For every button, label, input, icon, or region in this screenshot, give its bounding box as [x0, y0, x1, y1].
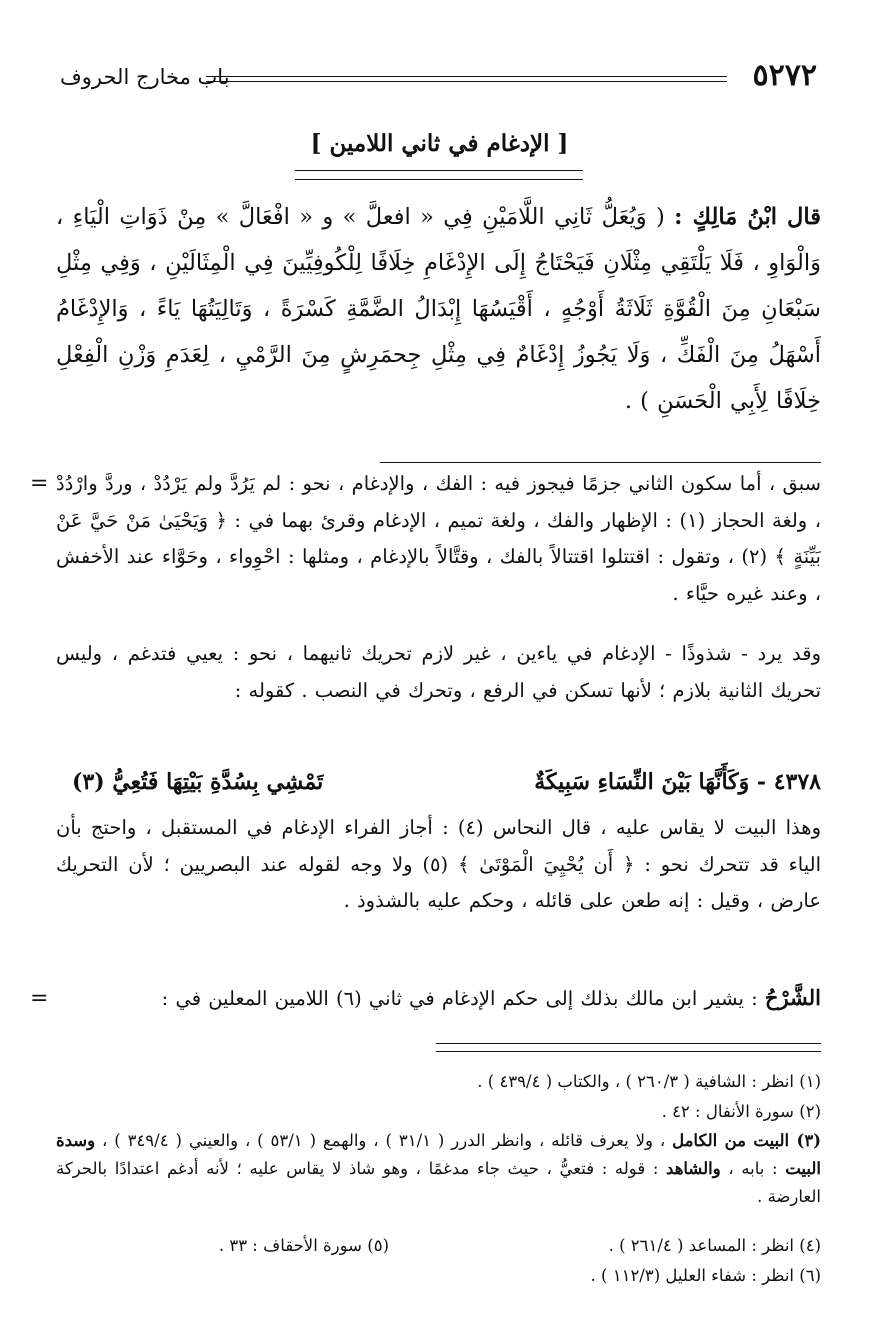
- sharh-label: الشَّرْحُ: [764, 985, 821, 1010]
- text-separator: [380, 462, 821, 463]
- continuation-mark-top: =: [30, 471, 49, 496]
- section-title: [ الإدغام في ثاني اللامين ]: [310, 130, 569, 157]
- footnote-separator: [436, 1043, 821, 1052]
- verse-second-hemistich: تَمْشِي بِسُدَّةِ بَيْتِهَا فَتُعِيُّ (٣): [72, 769, 324, 795]
- commentary-paragraph-1: سبق ، أما سكون الثاني جزمًا فيجوز فيه : الفك ، والإدغام ، نحو : لم يَرُدَّ ولم يَرْدُدْ ، وردَّ وارْدُدْ ، ولغة الحجاز (١) : الإظهار والفك ، ولغة تميم ، الإدغام وقرئ بهما في : ﴿ وَيَحْيَىٰ مَنْ حَيَّ عَنْ بَيِّنَةٍ ﴾ (٢) ، وتقول : اقتتلوا اقتتالاً بالفك ، وقتَّالاً بالإدغام ، ومثلها : احْوِواء ، وحَوَّاء عند الأخفش ، وعند غيره حيَّاء .: [56, 472, 821, 605]
- footnote-5: (٥) سورة الأحقاف : ٣٣ .: [218, 1236, 389, 1255]
- footnote-3-text: ، ولا يعرف قائله ، وانظر الدرر ( ٣١/١ ) ، والهمع ( ٥٣/١ ) ، والعيني ( ٣٤٩/٤ ) ،: [102, 1131, 666, 1150]
- author-citation: قال ابْنُ مَالِكٍ :: [674, 204, 821, 230]
- chapter-title: باب مخارج الحروف: [60, 65, 230, 89]
- footnote-3-text-3: : قوله : فتعيُّ ، حيث جاء مدغمًا ، وهو شاذ لا يقاس عليه ؛ لأنه أدغم اعتدادًا بالحركة العارضة .: [56, 1159, 821, 1206]
- main-text: [56, 194, 821, 424]
- page-number: ٥٢٧٢: [752, 58, 817, 93]
- main-text-body: ( وَيُعَلُّ ثَانِي اللَّامَيْنِ فِي « افعلَّ » و « افْعَالَّ » مِنْ ذَوَاتِ الْيَاءِ ، وَالْوَاوِ ، فَلَا يَلْتَقِي مِثْلَانِ فَيَحْتَاجُ إِلَى الإِدْغَامِ خِلَافًا لِلْكُوفِيِّينَ فِي الْمِثَالَيْنِ ، وَفِي مِثْلِ سَبْعَانِ مِنَ الْقُوَّةِ ثَلَاثَةُ أَوْجُهٍ ، أَقْيَسُهَا إِبْدَالُ الضَّمَّةِ كَسْرَةً ، وَتَالِيَتُهَا يَاءً ، وَالإِدْغَامُ أَسْهَلُ مِنَ الْفَكِّ ، وَلَا يَجُوزُ إِدْغَامٌ فِي مِثْلِ جِحمَرِشٍ مِنَ الرَّمْيِ ، لِعَدَمِ وَزْنِ الْفِعْلِ خِلَافًا لِأَبِي الْحَسَنِ ) .: [56, 204, 821, 414]
- commentary-paragraph-2: وقد يرد - شذوذًا - الإدغام في ياءين ، غير لازم تحريك ثانيهما ، نحو : يعيي فتدغم ، وليس تحريك الثانية بلازم ؛ لأنها تسكن في الرفع ، وتحرك في النصب . كقوله :: [56, 642, 821, 702]
- footnote-6: (٦) انظر : شفاء العليل (١١٢/٣ ) .: [590, 1266, 821, 1285]
- footnote-3-text-2: : بابه ،: [728, 1159, 778, 1178]
- footnote-4: (٤) انظر : المساعد ( ٢٦١/٤ ) .: [608, 1236, 821, 1255]
- footnote-3: [56, 1127, 821, 1211]
- verse-first-hemistich: ٤٣٧٨ - وَكَأَنَّهَا بَيْنَ النِّسَاءِ سَبِيكَةٌ: [534, 769, 821, 795]
- footnote-3-label-3: والشاهد: [666, 1159, 721, 1178]
- header-rule: [206, 76, 727, 82]
- footnote-3-label: (٣) البيت من الكامل: [672, 1131, 822, 1150]
- sharh-text: : يشير ابن مالك بذلك إلى حكم الإدغام في ثاني (٦) اللامين المعلين في :: [161, 987, 758, 1010]
- footnote-3-label-2: وسدة البيت: [56, 1131, 821, 1178]
- footnote-2: (٢) سورة الأنفال : ٤٢ .: [661, 1102, 821, 1121]
- sharh-paragraph: [56, 980, 821, 1017]
- footnote-1: (١) انظر : الشافية ( ٢٦٠/٣ ) ، والكتاب ( ٤٣٩/٤ ) .: [477, 1072, 821, 1091]
- title-underline: [295, 170, 583, 180]
- commentary-paragraph-3: وهذا البيت لا يقاس عليه ، قال النحاس (٤) : أجاز الفراء الإدغام في المستقبل ، واحتج بأن الياء قد تتحرك نحو : ﴿ أَن يُحْيِيَ الْمَوْتَىٰ ﴾ (٥) ولا وجه لقوله عند البصريين ؛ لأن التحريك عارض ، وقيل : إنه طعن على قائله ، وحكم عليه بالشذوذ .: [56, 816, 821, 912]
- page-header: [60, 58, 817, 98]
- continuation-mark-bottom: =: [30, 986, 49, 1011]
